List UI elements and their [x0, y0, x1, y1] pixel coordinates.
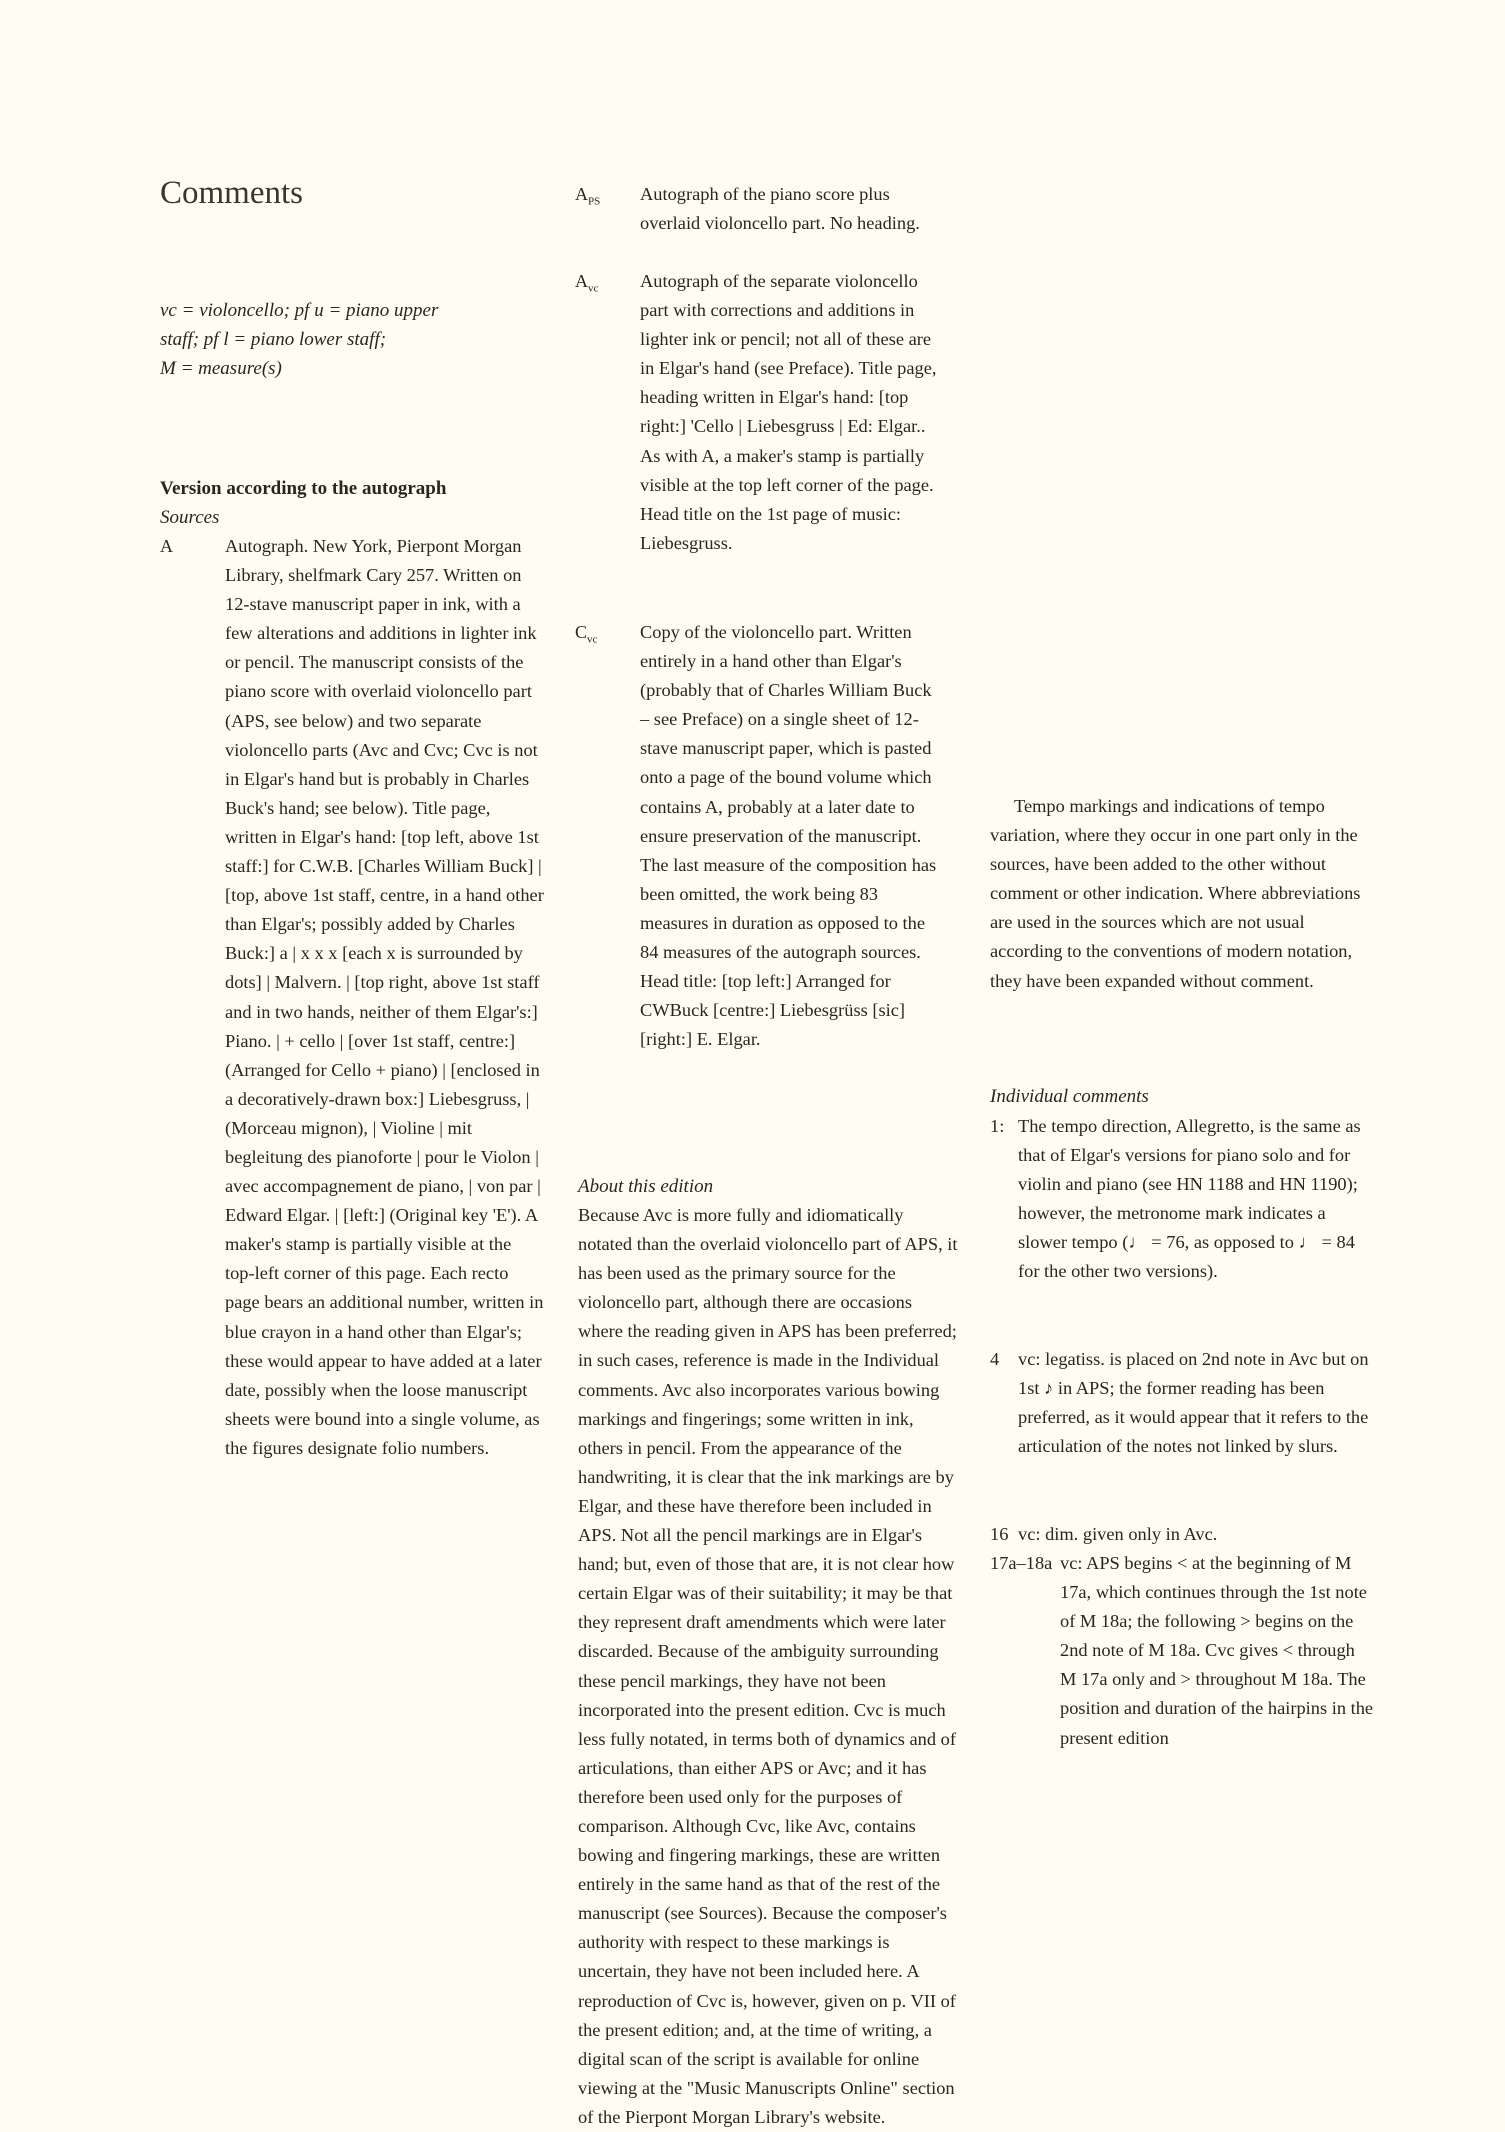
- about-text: Because Avc is more fully and idiomatically notated than the overlaid violoncello part of APS, it has been used as the primary source for the violoncello part, although there are occasions where the reading given in APS has been preferred; in such cases, reference is made in the Individual comments. Avc also incorporates various bowing markings and fingerings; some written in ink, others in pencil. From the appearance of the handwriting, it is clear that the ink markings are by Elgar, and these have therefore been included in APS. Not all the pencil markings are in Elgar's hand; but, even of those that are, it is not clear how certain Elgar was of their suitability; it may be that they represent draft amendments which were later discarded. Because of the ambiguity surrounding these pencil markings, they have not been incorporated into the present edition. Cvc is much less fully notated, in terms both of dynamics and of articulations, than either APS or Avc; and it has therefore been used only for the purposes of comparison. Although Cvc, like Avc, contains bowing and fingering markings, these are written entirely in the same hand as that of the rest of the manuscript (see Sources). Because the composer's authority with respect to these markings is uncertain, they have not been included here. A reproduction of Cvc is, however, given on p. VII of the present edition; and, at the time of writing, a digital scan of the script is available for online viewing at the "Music Manuscripts Online" section of the Pierpont Morgan Library's website.: [578, 1205, 958, 2127]
- page-heading: Comments: [160, 175, 304, 211]
- comment-number: 16: [990, 1524, 1009, 1544]
- individual-heading: Individual comments: [990, 1086, 1149, 1107]
- section-subtitle: Sources: [160, 507, 220, 528]
- source-A-text: Autograph. New York, Pierpont Morgan Library, shelfmark Cary 257. Written on 12-stave manuscript paper in ink, with a few alterations and additions in lighter ink or pencil. The manuscript consists of the piano score with overlaid violoncello part (APS, see below) and two separate violoncello parts (Avc and Cvc; Cvc is not in Elgar's hand but is probably in Charles Buck's hand; see below). Title page, written in Elgar's hand: [top left, above 1st staff:] for C.W.B. [Charles William Buck] | [top, above 1st staff, centre, in a hand other than Elgar's; possibly added by Charles Buck:] a | x x x [each x is surrounded by dots] | Malvern. | [top right, above 1st staff and in two hands, neither of them Elgar's:] Piano. | + cello | [over 1st staff, centre:] (Arranged for Cello + piano) | [enclosed in a decoratively-drawn box:] Liebesgruss, | (Morceau mignon), | Violine | mit begleitung des pianoforte | pour le Violon | avec accompagnement de piano, | von par | Edward Elgar. | [left:] (Original key 'E'). A maker's stamp is partially visible at the top-left corner of this page. Each recto page bears an additional number, written in blue crayon in a hand other than Elgar's; these would appear to have added at a later date, possibly when the loose manuscript sheets were bound into a single volume, as the figures designate folio numbers.: [225, 536, 544, 1458]
- abbrev-line-3: M = measure(s): [160, 358, 282, 379]
- section-title: Version according to the autograph: [160, 478, 447, 499]
- comment-text: The tempo direction, Allegretto, is the same as that of Elgar's versions for piano solo and for violin and piano (see HN 1188 and HN 1190); however, the metronome mark indicates a slower tempo (♩ = 76, as opposed to ♩ = 84 for the other two versions).: [1018, 1116, 1361, 1282]
- siglum-Cvc: $C_{vc}$: [575, 622, 598, 646]
- source-APS-text: Autograph of the piano score plus overlaid violoncello part. No heading.: [640, 184, 920, 234]
- abbreviations-note: [160, 296, 540, 383]
- tempo-text: Tempo markings and indications of tempo variation, where they occur in one part only in the sources, have been added to the other without comment or other indication. Where abbreviations are used in the sources which are not usual according to the conventions of modern notation, they have been expanded without comment.: [990, 796, 1361, 991]
- comment-text: vc: legatiss. is placed on 2nd note in Avc but on 1st ♪ in APS; the former reading has been preferred, as it would appear that it refers to the articulation of the notes not linked by slurs.: [1018, 1349, 1369, 1457]
- siglum-A: A: [160, 536, 173, 556]
- about-heading: About this edition: [578, 1176, 714, 1197]
- siglum-APS: $A_{PS}$: [575, 184, 601, 208]
- comment-text: vc: dim. given only in Avc.: [1018, 1524, 1218, 1544]
- comment-number: 1:: [990, 1116, 1005, 1136]
- source-Avc-text: Autograph of the separate violoncello part with corrections and additions in lighter ink or pencil; not all of these are in Elgar's hand (see Preface). Title page, heading written in Elgar's hand: [top right:] 'Cello | Liebesgruss | Ed: Elgar.. As with A, a maker's stamp is partially visible at the top left corner of the page. Head title on the 1st page of music: Liebesgruss.: [640, 271, 937, 553]
- comment-number: 17a–18a: [990, 1553, 1053, 1573]
- abbrev-line-2: staff; pf l = piano lower staff;: [160, 329, 387, 350]
- source-Cvc-text: Copy of the violoncello part. Written entirely in a hand other than Elgar's (probably that of Charles William Buck – see Preface) on a single sheet of 12-stave manuscript paper, which is pasted onto a page of the bound volume which contains A, probably at a later date to ensure preservation of the manuscript. The last measure of the composition has been omitted, the work being 83 measures in duration as opposed to the 84 measures of the autograph sources. Head title: [top left:] Arranged for CWBuck [centre:] Liebesgrüss [sic] [right:] E. Elgar.: [640, 622, 937, 1050]
- siglum-Avc: $A_{vc}$: [575, 271, 599, 295]
- comment-number: 4: [990, 1349, 1000, 1369]
- abbrev-line-1: vc = violoncello; pf u = piano upper: [160, 300, 439, 321]
- comment-text: vc: APS begins < at the beginning of M 17a, which continues through the 1st note of M 18a; the following > begins on the 2nd note of M 18a. Cvc gives < through M 17a only and > throughout M 18a. The position and duration of the hairpins in the present edition: [1060, 1553, 1374, 1748]
